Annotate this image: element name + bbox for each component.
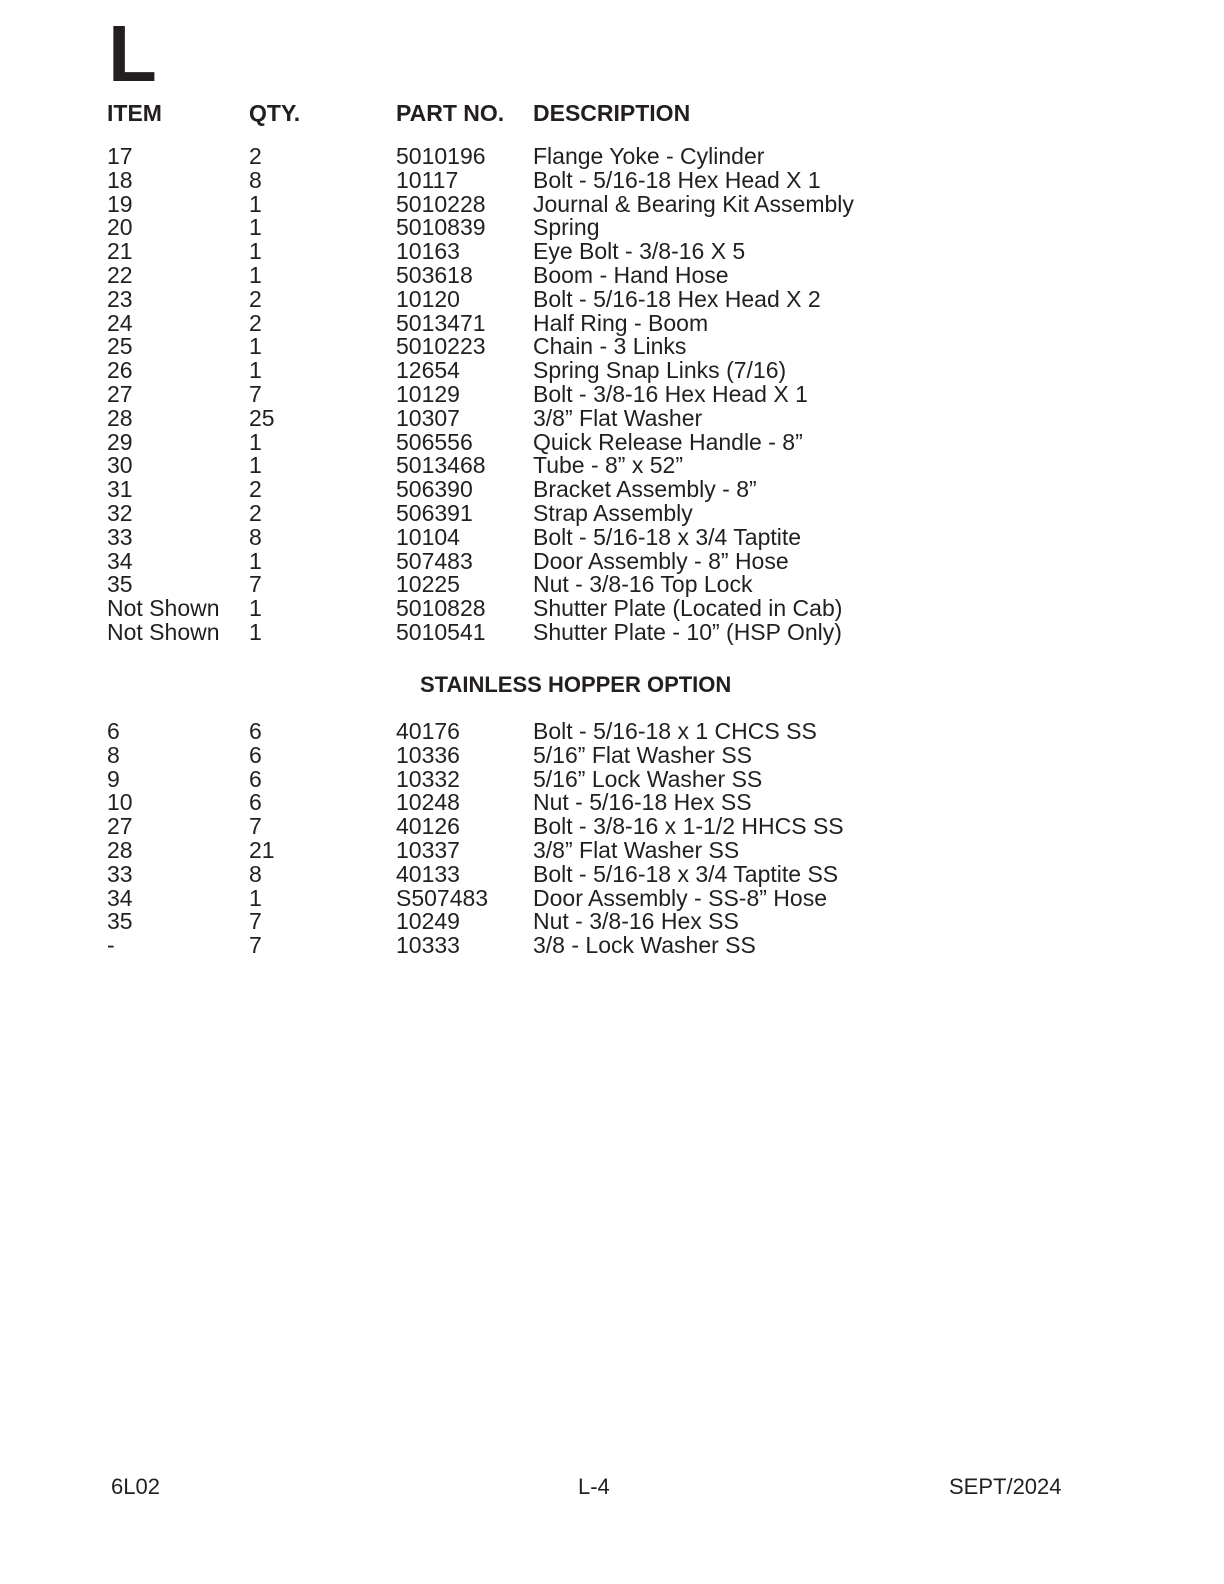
part-no-cell: 10225 bbox=[396, 571, 460, 598]
description-cell: 3/8” Flat Washer bbox=[533, 404, 703, 431]
qty-cell: 1 bbox=[249, 261, 262, 288]
item-cell: 8 bbox=[107, 741, 120, 768]
part-no-cell: 10332 bbox=[396, 765, 460, 792]
item-cell: 22 bbox=[107, 261, 133, 288]
item-cell: 35 bbox=[107, 908, 133, 935]
qty-cell: 6 bbox=[249, 765, 262, 792]
qty-cell: 8 bbox=[249, 166, 262, 193]
description-cell: Half Ring - Boom bbox=[533, 309, 709, 336]
qty-cell: 2 bbox=[249, 476, 262, 503]
table-row bbox=[0, 597, 1224, 621]
description-cell: Nut - 3/8-16 Hex SS bbox=[533, 908, 739, 935]
table-row bbox=[0, 454, 1224, 478]
table-row bbox=[0, 145, 1224, 169]
table-row bbox=[0, 285, 1224, 312]
footer-page-number: L-4 bbox=[578, 1474, 610, 1499]
part-no-cell: 5010839 bbox=[396, 214, 486, 241]
table-row bbox=[0, 884, 1224, 911]
qty-cell: 1 bbox=[249, 238, 262, 265]
header-item: ITEM bbox=[107, 100, 162, 126]
table-header bbox=[0, 100, 1224, 130]
qty-cell: 2 bbox=[249, 143, 262, 169]
part-no-cell: 10248 bbox=[396, 789, 460, 816]
table-row bbox=[0, 380, 1224, 407]
qty-cell: 1 bbox=[249, 428, 262, 455]
table-row bbox=[0, 791, 1224, 815]
table-row bbox=[0, 720, 1224, 744]
table-row bbox=[0, 190, 1224, 217]
part-no-cell: 5010541 bbox=[396, 618, 486, 645]
description-cell: Journal & Bearing Kit Assembly bbox=[533, 190, 854, 217]
description-cell: Bolt - 5/16-18 Hex Head X 2 bbox=[533, 285, 821, 312]
table-row bbox=[0, 240, 1224, 264]
table-row bbox=[0, 618, 1224, 645]
part-no-cell: 40133 bbox=[396, 860, 460, 887]
table-row bbox=[0, 741, 1224, 768]
item-cell: 28 bbox=[107, 836, 133, 863]
qty-cell: 1 bbox=[249, 214, 262, 241]
qty-cell: 1 bbox=[249, 452, 262, 479]
description-cell: Bolt - 3/8-16 Hex Head X 1 bbox=[533, 380, 808, 407]
table-row bbox=[0, 523, 1224, 550]
qty-cell: 6 bbox=[249, 789, 262, 816]
qty-cell: 6 bbox=[249, 741, 262, 768]
table-row bbox=[0, 216, 1224, 240]
item-cell: 9 bbox=[107, 765, 120, 792]
part-no-cell: 10337 bbox=[396, 836, 460, 863]
table-row bbox=[0, 499, 1224, 526]
description-cell: Door Assembly - SS-8” Hose bbox=[533, 884, 827, 911]
part-no-cell: 10336 bbox=[396, 741, 460, 768]
item-cell: 23 bbox=[107, 285, 133, 312]
description-cell: Bolt - 5/16-18 x 1 CHCS SS bbox=[533, 718, 817, 744]
qty-cell: 8 bbox=[249, 860, 262, 887]
description-cell: Nut - 3/8-16 Top Lock bbox=[533, 571, 753, 598]
item-cell: 30 bbox=[107, 452, 133, 479]
part-no-cell: 10104 bbox=[396, 523, 460, 550]
item-cell: 28 bbox=[107, 404, 133, 431]
item-cell: 26 bbox=[107, 357, 133, 384]
part-no-cell: 5010223 bbox=[396, 333, 486, 360]
item-cell: 10 bbox=[107, 789, 133, 816]
item-cell: 31 bbox=[107, 476, 133, 503]
description-cell: Quick Release Handle - 8” bbox=[533, 428, 803, 455]
qty-cell: 7 bbox=[249, 932, 262, 959]
qty-cell: 6 bbox=[249, 718, 262, 744]
table-row bbox=[0, 478, 1224, 502]
description-cell: Bolt - 5/16-18 x 3/4 Taptite bbox=[533, 523, 802, 550]
part-no-cell: 10333 bbox=[396, 932, 460, 959]
part-no-cell: 5013468 bbox=[396, 452, 486, 479]
part-no-cell: 506390 bbox=[396, 476, 473, 503]
qty-cell: 7 bbox=[249, 380, 262, 407]
qty-cell: 1 bbox=[249, 595, 262, 622]
header-part-no: PART NO. bbox=[396, 100, 505, 126]
description-cell: Shutter Plate (Located in Cab) bbox=[533, 595, 843, 622]
table-row bbox=[0, 765, 1224, 792]
description-cell: Boom - Hand Hose bbox=[533, 261, 729, 288]
item-cell: 25 bbox=[107, 333, 133, 360]
qty-cell: 8 bbox=[249, 523, 262, 550]
qty-cell: 1 bbox=[249, 884, 262, 911]
qty-cell: 25 bbox=[249, 404, 275, 431]
part-no-cell: 10120 bbox=[396, 285, 460, 312]
description-cell: Spring Snap Links (7/16) bbox=[533, 357, 787, 384]
table-row bbox=[0, 335, 1224, 359]
part-no-cell: 10129 bbox=[396, 380, 460, 407]
section-letter: L bbox=[108, 9, 157, 98]
part-no-cell: 5010228 bbox=[396, 190, 486, 217]
description-cell: 3/8” Flat Washer SS bbox=[533, 836, 740, 863]
header-qty: QTY. bbox=[249, 100, 301, 126]
stainless-parts-table bbox=[0, 720, 1224, 958]
item-cell: Not Shown bbox=[107, 595, 220, 622]
description-cell: Strap Assembly bbox=[533, 499, 693, 526]
qty-cell: 1 bbox=[249, 333, 262, 360]
item-cell: 32 bbox=[107, 499, 133, 526]
qty-cell: 2 bbox=[249, 285, 262, 312]
footer-date: SEPT/2024 bbox=[949, 1474, 1062, 1499]
item-cell: Not Shown bbox=[107, 618, 220, 645]
item-cell: 34 bbox=[107, 884, 133, 911]
item-cell: 18 bbox=[107, 166, 133, 193]
description-cell: Spring bbox=[533, 214, 600, 241]
item-cell: 29 bbox=[107, 428, 133, 455]
stainless-hopper-heading: STAINLESS HOPPER OPTION bbox=[420, 672, 732, 697]
item-cell: 17 bbox=[107, 143, 133, 169]
parts-table bbox=[0, 145, 1224, 645]
part-no-cell: 506556 bbox=[396, 428, 473, 455]
table-row bbox=[0, 860, 1224, 887]
qty-cell: 7 bbox=[249, 908, 262, 935]
item-cell: - bbox=[107, 932, 115, 959]
part-no-cell: 503618 bbox=[396, 261, 473, 288]
item-cell: 33 bbox=[107, 860, 133, 887]
description-cell: Flange Yoke - Cylinder bbox=[533, 143, 765, 169]
item-cell: 20 bbox=[107, 214, 133, 241]
part-no-cell: 40126 bbox=[396, 813, 460, 840]
qty-cell: 2 bbox=[249, 309, 262, 336]
header-description: DESCRIPTION bbox=[533, 100, 691, 126]
item-cell: 19 bbox=[107, 190, 133, 217]
part-no-cell: 10307 bbox=[396, 404, 460, 431]
item-cell: 34 bbox=[107, 547, 133, 574]
part-no-cell: 5010828 bbox=[396, 595, 486, 622]
part-no-cell: 10117 bbox=[396, 166, 459, 193]
table-row bbox=[0, 573, 1224, 597]
item-cell: 21 bbox=[107, 238, 133, 265]
item-cell: 24 bbox=[107, 309, 133, 336]
part-no-cell: 12654 bbox=[396, 357, 460, 384]
table-row bbox=[0, 428, 1224, 455]
part-no-cell: 10163 bbox=[396, 238, 460, 265]
description-cell: Eye Bolt - 3/8-16 X 5 bbox=[533, 238, 746, 265]
description-cell: Bolt - 5/16-18 x 3/4 Taptite SS bbox=[533, 860, 839, 887]
description-cell: Bracket Assembly - 8” bbox=[533, 476, 757, 503]
description-cell: Door Assembly - 8” Hose bbox=[533, 547, 789, 574]
description-cell: Nut - 5/16-18 Hex SS bbox=[533, 789, 752, 816]
table-row bbox=[0, 166, 1224, 193]
item-cell: 33 bbox=[107, 523, 133, 550]
part-no-cell: 506391 bbox=[396, 499, 473, 526]
qty-cell: 1 bbox=[249, 618, 262, 645]
description-cell: 5/16” Flat Washer SS bbox=[533, 741, 753, 768]
description-cell: Shutter Plate - 10” (HSP Only) bbox=[533, 618, 842, 645]
table-row bbox=[0, 261, 1224, 288]
table-row bbox=[0, 910, 1224, 934]
part-no-cell: 5013471 bbox=[396, 309, 486, 336]
item-cell: 27 bbox=[107, 813, 133, 840]
description-cell: Chain - 3 Links bbox=[533, 333, 687, 360]
part-no-cell: 5010196 bbox=[396, 143, 486, 169]
description-cell: Bolt - 5/16-18 Hex Head X 1 bbox=[533, 166, 821, 193]
table-row bbox=[0, 309, 1224, 336]
table-row bbox=[0, 359, 1224, 383]
qty-cell: 1 bbox=[249, 357, 262, 384]
description-cell: 5/16” Lock Washer SS bbox=[533, 765, 763, 792]
qty-cell: 1 bbox=[249, 547, 262, 574]
table-row bbox=[0, 836, 1224, 863]
description-cell: Bolt - 3/8-16 x 1-1/2 HHCS SS bbox=[533, 813, 844, 840]
part-no-cell: 10249 bbox=[396, 908, 460, 935]
table-row bbox=[0, 404, 1224, 431]
part-no-cell: S507483 bbox=[396, 884, 489, 911]
qty-cell: 7 bbox=[249, 571, 262, 598]
table-row bbox=[0, 547, 1224, 574]
item-cell: 35 bbox=[107, 571, 133, 598]
qty-cell: 7 bbox=[249, 813, 262, 840]
part-no-cell: 507483 bbox=[396, 547, 473, 574]
qty-cell: 2 bbox=[249, 499, 262, 526]
description-cell: Tube - 8” x 52” bbox=[533, 452, 683, 479]
item-cell: 27 bbox=[107, 380, 133, 407]
qty-cell: 1 bbox=[249, 190, 262, 217]
part-no-cell: 40176 bbox=[396, 718, 460, 744]
item-cell: 6 bbox=[107, 718, 120, 744]
description-cell: 3/8 - Lock Washer SS bbox=[533, 932, 756, 959]
table-row bbox=[0, 815, 1224, 839]
table-row bbox=[0, 934, 1224, 958]
qty-cell: 21 bbox=[249, 836, 275, 863]
footer-doc-code: 6L02 bbox=[111, 1474, 160, 1499]
